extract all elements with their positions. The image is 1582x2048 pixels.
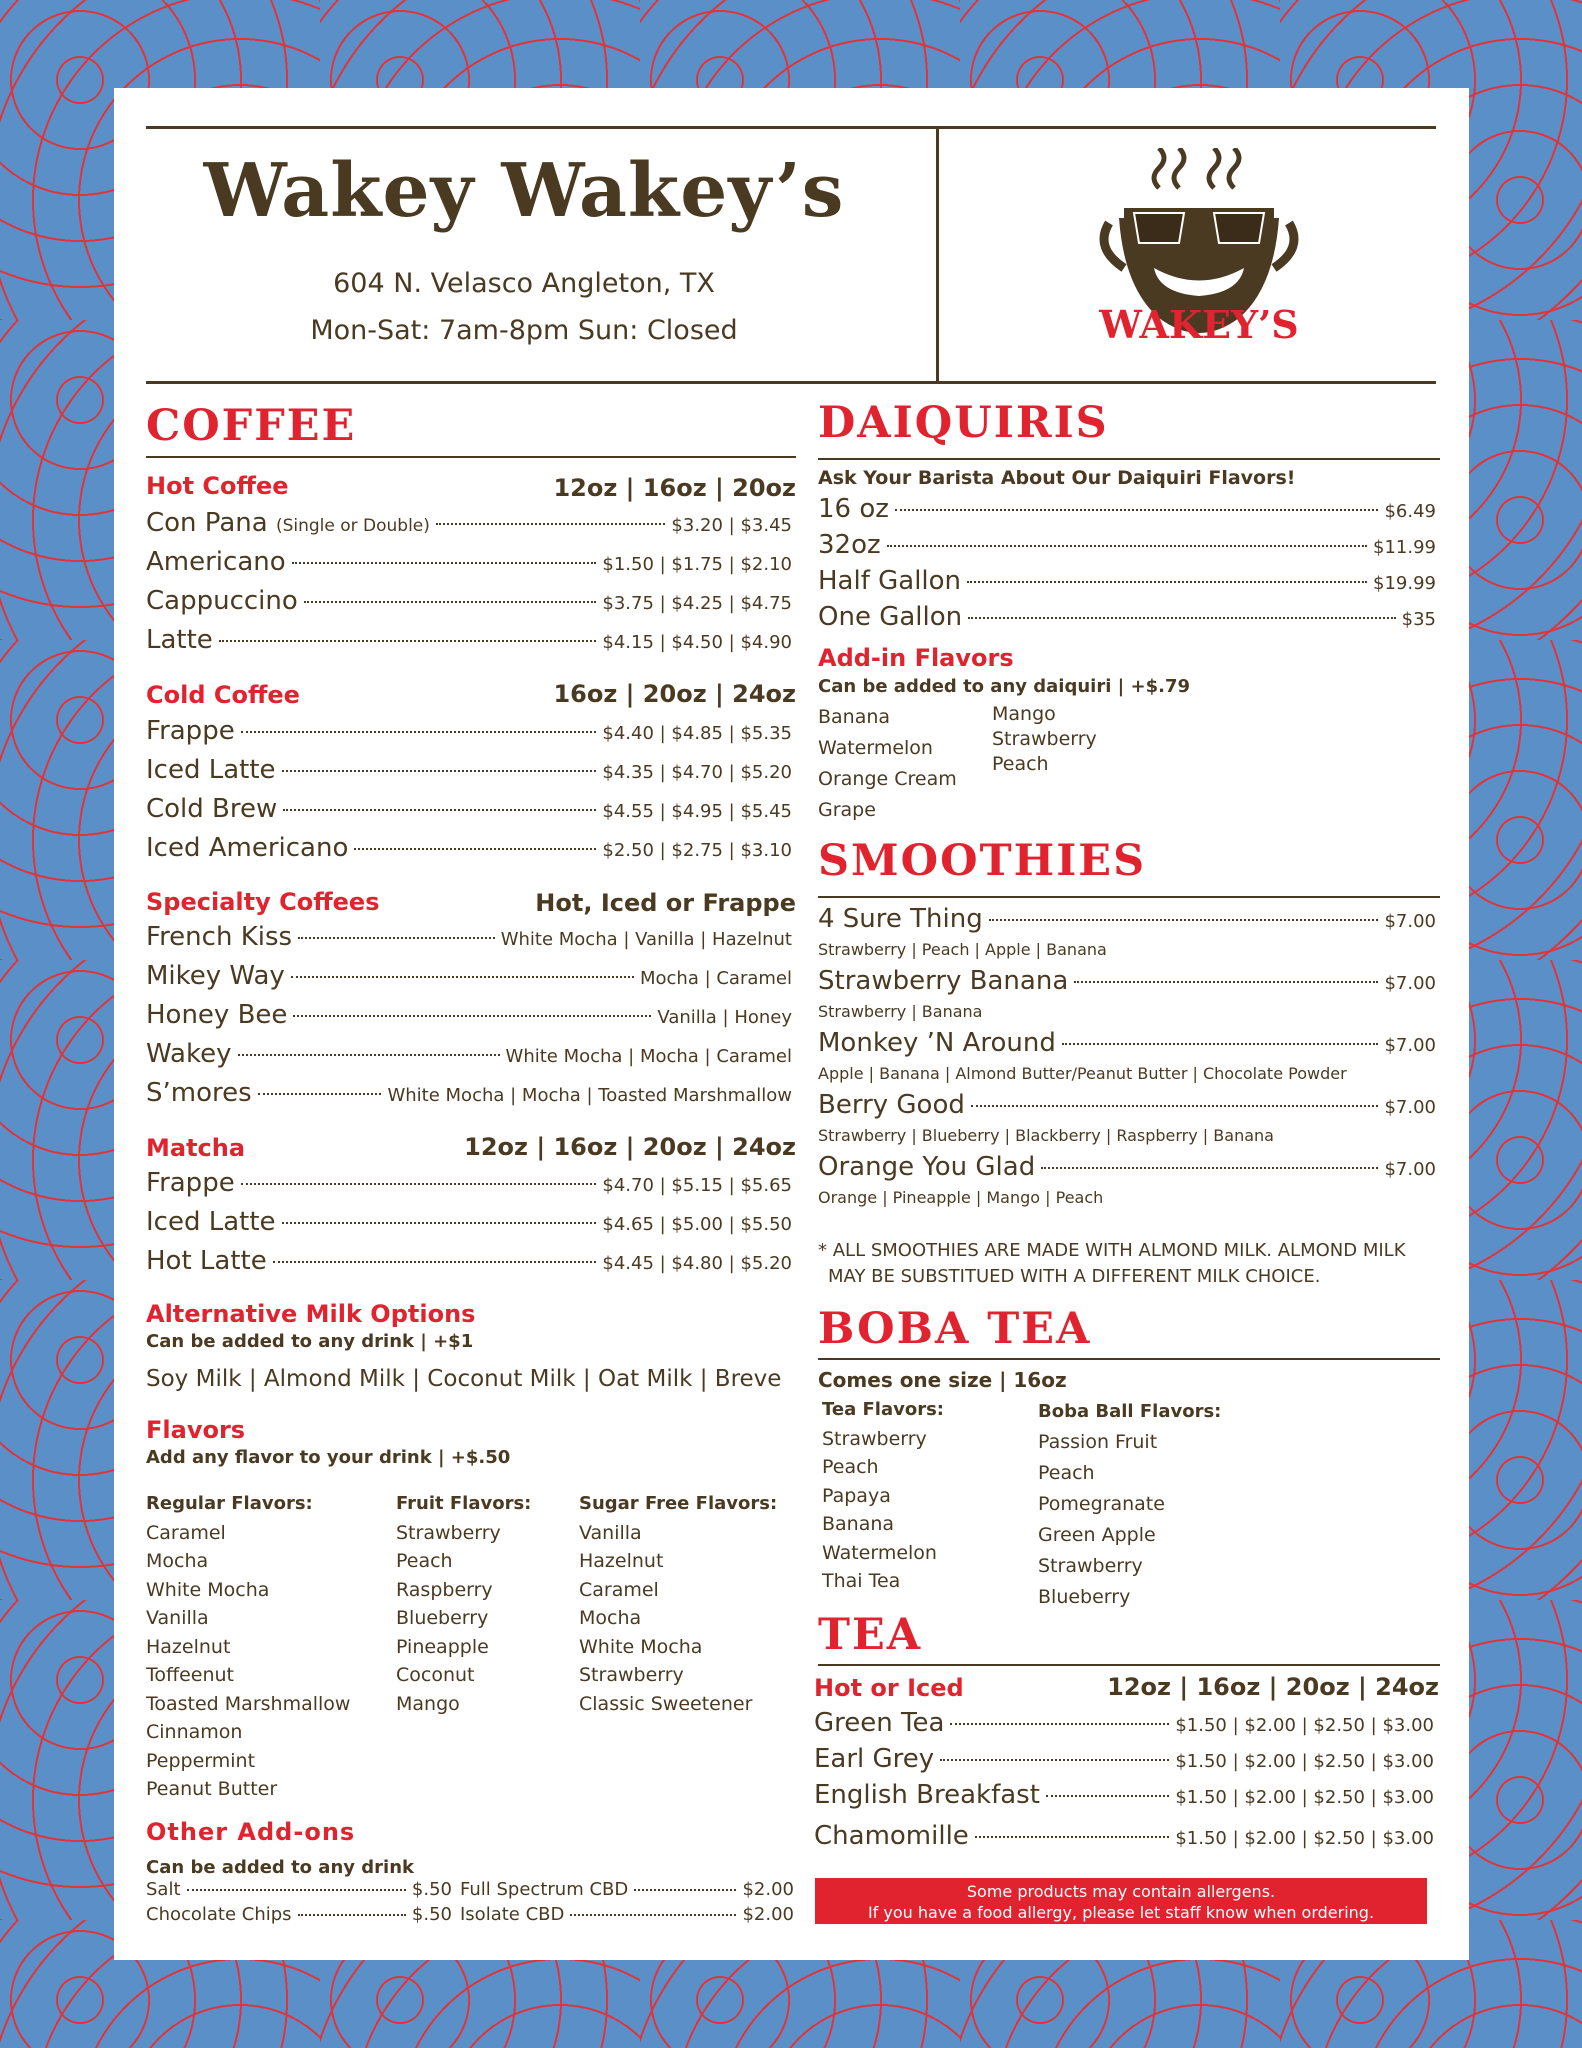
item-desc: Strawberry | Peach | Apple | Banana [818, 940, 1107, 959]
menu-row [814, 1708, 1434, 1738]
menu-row [146, 508, 792, 538]
allergy-line: Some products may contain allergens. [966, 1882, 1276, 1901]
item-price: $1.50 | $2.00 | $2.50 | $3.00 [1175, 1715, 1434, 1736]
list-item: Banana [818, 706, 891, 728]
item-price: $.50 [411, 1904, 452, 1925]
specialty-sizes: Hot, Iced or Frappe [535, 889, 796, 917]
menu-row [818, 530, 1436, 560]
item-flavors: Vanilla | Honey [657, 1007, 792, 1028]
item-price: $6.49 [1384, 501, 1436, 522]
item-name: Frappe [146, 1168, 235, 1198]
item-name: English Breakfast [814, 1780, 1040, 1810]
hot-coffee-heading: Hot Coffee [146, 472, 289, 500]
list-item: Peach [1038, 1462, 1095, 1484]
list-item: White Mocha [579, 1635, 703, 1658]
list-item: Hazelnut [146, 1635, 231, 1658]
addons-heading: Other Add-ons [146, 1818, 356, 1846]
item-name: 32oz [818, 530, 881, 560]
menu-row [818, 904, 1436, 934]
header-divider [936, 126, 939, 384]
item-price: $.50 [411, 1879, 452, 1900]
item-flavors: White Mocha | Vanilla | Hazelnut [500, 929, 792, 950]
menu-row [146, 1039, 792, 1069]
item-name: Orange You Glad [818, 1152, 1036, 1182]
menu-row [146, 625, 792, 655]
item-price: $3.75 | $4.25 | $4.75 [602, 593, 792, 614]
item-desc: Strawberry | Banana [818, 1002, 983, 1021]
item-price: $4.70 | $5.15 | $5.65 [602, 1175, 792, 1196]
item-price: $11.99 [1373, 537, 1436, 558]
boba-sub: Comes one size | 16oz [818, 1368, 1067, 1392]
menu-row [460, 1879, 794, 1900]
item-price: $4.40 | $4.85 | $5.35 [602, 723, 792, 744]
menu-row [146, 1246, 792, 1276]
header-bottom-rule [146, 381, 1436, 384]
item-price: $7.00 [1384, 1159, 1436, 1180]
list-item: Peach [396, 1550, 453, 1572]
item-name: Hot Latte [146, 1246, 267, 1276]
item-name: Cappuccino [146, 586, 298, 616]
list-item: Strawberry [822, 1427, 927, 1450]
item-desc: Apple | Banana | Almond Butter/Peanut Butter | Chocolate Powder [818, 1064, 1347, 1083]
boba-ball-list [1038, 1396, 1221, 1613]
menu-row [460, 1904, 794, 1925]
list-item: Raspberry [396, 1578, 493, 1601]
item-price: $1.50 | $2.00 | $2.50 | $3.00 [1175, 1828, 1434, 1849]
list-item: Blueberry [396, 1607, 489, 1629]
list-item: Peach [992, 753, 1049, 775]
list-item: White Mocha [146, 1578, 270, 1601]
item-name: S’mores [146, 1078, 252, 1108]
item-name: One Gallon [818, 602, 963, 632]
item-name: Green Tea [814, 1708, 945, 1738]
addin-heading: Add-in Flavors [818, 644, 1014, 672]
menu-row [146, 1000, 792, 1030]
addons-sub: Can be added to any drink [146, 1857, 414, 1878]
sugar-free-flavors-list [579, 1490, 777, 1718]
item-name: Frappe [146, 716, 235, 746]
list-item: Peppermint [146, 1749, 256, 1772]
menu-row [146, 1168, 792, 1198]
addin-sub: Can be added to any daiquiri | +$.79 [818, 676, 1190, 697]
list-item: Hazelnut [579, 1550, 664, 1572]
item-price: $7.00 [1384, 973, 1436, 994]
item-price: $4.65 | $5.00 | $5.50 [602, 1214, 792, 1235]
item-price: $35 [1401, 609, 1436, 630]
menu-row [818, 966, 1436, 996]
menu-row [818, 1028, 1436, 1058]
menu-row [146, 755, 792, 785]
list-item: Caramel [579, 1578, 659, 1601]
item-name: Mikey Way [146, 961, 285, 991]
item-name: Chamomille [814, 1821, 969, 1851]
tea-flavors-list [822, 1396, 944, 1596]
menu-card [114, 88, 1469, 1960]
item-price: $4.45 | $4.80 | $5.20 [602, 1253, 792, 1274]
item-name: 4 Sure Thing [818, 904, 983, 934]
item-name: 16 oz [818, 494, 889, 524]
item-flavors: White Mocha | Mocha | Caramel [505, 1046, 792, 1067]
boba-title: BOBA TEA [818, 1304, 1092, 1354]
item-price: $3.20 | $3.45 [671, 515, 792, 536]
menu-row [146, 833, 792, 863]
list-item: Cinnamon [146, 1721, 243, 1743]
item-price: $1.50 | $1.75 | $2.10 [602, 554, 792, 575]
shop-address: 604 N. Velasco Angleton, TX [333, 268, 715, 299]
menu-row [146, 547, 792, 577]
menu-row [146, 961, 792, 991]
list-item: Strawberry [396, 1521, 501, 1544]
alt-milk-options: Soy Milk | Almond Milk | Coconut Milk | Oat Milk | Breve [146, 1366, 782, 1392]
item-name: Latte [146, 625, 213, 655]
menu-row [818, 1152, 1436, 1182]
item-price: $2.00 [742, 1904, 794, 1925]
item-flavors: Mocha | Caramel [639, 968, 792, 989]
list-item: Strawberry [579, 1664, 684, 1686]
list-item: Peanut Butter [146, 1778, 278, 1800]
coffee-rule [146, 456, 796, 458]
menu-row [146, 1078, 792, 1108]
daiquiris-sub: Ask Your Barista About Our Daiquiri Flavors! [818, 467, 1296, 489]
shop-title: Wakey Wakey’s [203, 148, 845, 234]
list-item: Watermelon [822, 1541, 937, 1564]
item-price: $19.99 [1373, 573, 1436, 594]
item-price: $7.00 [1384, 1097, 1436, 1118]
list-item: Blueberry [1038, 1586, 1131, 1608]
item-price: $2.50 | $2.75 | $3.10 [602, 840, 792, 861]
list-item: Vanilla [579, 1521, 642, 1544]
coffee-title: COFFEE [146, 401, 357, 451]
list-item: Vanilla [146, 1607, 209, 1629]
tea-title: TEA [818, 1610, 923, 1660]
item-desc: Orange | Pineapple | Mango | Peach [818, 1188, 1104, 1207]
daiquiris-rule [818, 458, 1440, 460]
alt-milk-sub: Can be added to any drink | +$1 [146, 1331, 474, 1352]
item-name: Honey Bee [146, 1000, 288, 1030]
list-item: Orange Cream [818, 768, 957, 790]
menu-row [814, 1744, 1434, 1774]
item-price: $4.55 | $4.95 | $5.45 [602, 801, 792, 822]
list-item: Mango [396, 1692, 460, 1715]
menu-row [818, 1090, 1436, 1120]
list-title: Fruit Flavors: [396, 1493, 532, 1514]
list-item: Pomegranate [1038, 1493, 1165, 1515]
item-name: Americano [146, 547, 286, 577]
item-name: Con Pana (Single or Double) [146, 508, 430, 538]
menu-row [814, 1780, 1434, 1810]
item-name: Iced Americano [146, 833, 349, 863]
item-name: Full Spectrum CBD [460, 1879, 629, 1900]
hot-coffee-sizes: 12oz | 16oz | 20oz [553, 474, 796, 502]
item-price: $4.15 | $4.50 | $4.90 [602, 632, 792, 653]
flavors-sub: Add any flavor to your drink | +$.50 [146, 1447, 511, 1468]
item-name: Isolate CBD [460, 1904, 565, 1925]
item-name: Iced Latte [146, 1207, 276, 1237]
list-title: Sugar Free Flavors: [579, 1493, 778, 1514]
menu-row [818, 602, 1436, 632]
matcha-sizes: 12oz | 16oz | 20oz | 24oz [464, 1133, 796, 1161]
menu-row [818, 566, 1436, 596]
matcha-heading: Matcha [146, 1134, 246, 1162]
flavors-heading: Flavors [146, 1416, 246, 1444]
specialty-heading: Specialty Coffees [146, 888, 380, 916]
alt-milk-heading: Alternative Milk Options [146, 1300, 476, 1328]
menu-row [146, 922, 792, 952]
header-top-rule [146, 126, 1436, 129]
list-title: Regular Flavors: [146, 1493, 313, 1514]
item-name: Berry Good [818, 1090, 965, 1120]
item-name: Wakey [146, 1039, 232, 1069]
fruit-flavors-list [396, 1490, 531, 1718]
item-price: $1.50 | $2.00 | $2.50 | $3.00 [1175, 1787, 1434, 1808]
item-name: Chocolate Chips [146, 1904, 292, 1925]
shop-hours: Mon-Sat: 7am-8pm Sun: Closed [310, 315, 738, 346]
item-name: French Kiss [146, 922, 293, 952]
cold-coffee-heading: Cold Coffee [146, 681, 300, 709]
list-item: Toffeenut [146, 1664, 235, 1686]
regular-flavors-list [146, 1490, 350, 1804]
list-item: Caramel [146, 1521, 226, 1544]
list-item: Papaya [822, 1484, 891, 1507]
list-item: Pineapple [396, 1635, 489, 1658]
list-item: Watermelon [818, 737, 933, 759]
tea-sizes: 12oz | 16oz | 20oz | 24oz [1107, 1673, 1439, 1701]
item-name: Iced Latte [146, 755, 276, 785]
list-item: Mocha [146, 1550, 209, 1572]
menu-row [146, 1207, 792, 1237]
smoothies-note [818, 1238, 1406, 1290]
menu-row [146, 586, 792, 616]
addin-list-2 [992, 702, 1097, 777]
item-name: Strawberry Banana [818, 966, 1069, 996]
item-price: $4.35 | $4.70 | $5.20 [602, 762, 792, 783]
list-item: Grape [818, 799, 876, 821]
tea-rule [818, 1664, 1440, 1666]
item-flavors: White Mocha | Mocha | Toasted Marshmallow [387, 1085, 792, 1106]
boba-rule [818, 1358, 1440, 1360]
item-name: Salt [146, 1879, 181, 1900]
list-item: Thai Tea [822, 1570, 901, 1592]
menu-row [146, 716, 792, 746]
daiquiris-title: DAIQUIRIS [818, 398, 1109, 448]
item-price: $1.50 | $2.00 | $2.50 | $3.00 [1175, 1751, 1434, 1772]
menu-row [814, 1821, 1434, 1851]
list-item: Green Apple [1038, 1524, 1156, 1546]
list-item: Strawberry [1038, 1555, 1143, 1577]
item-name: Half Gallon [818, 566, 962, 596]
item-desc: Strawberry | Blueberry | Blackberry | Raspberry | Banana [818, 1126, 1274, 1145]
cold-coffee-sizes: 16oz | 20oz | 24oz [553, 680, 796, 708]
list-item: Mango [992, 703, 1056, 725]
list-title: Boba Ball Flavors: [1038, 1401, 1222, 1422]
smoothies-rule [818, 896, 1440, 898]
item-price: $2.00 [742, 1879, 794, 1900]
item-name: Earl Grey [814, 1744, 935, 1774]
note-line: * ALL SMOOTHIES ARE MADE WITH ALMOND MILK. ALMOND MILK [818, 1240, 1406, 1261]
allergy-banner [815, 1878, 1427, 1924]
list-item: Classic Sweetener [579, 1692, 753, 1715]
allergy-line: If you have a food allergy, please let staff know when ordering. [867, 1903, 1375, 1922]
item-price: $7.00 [1384, 911, 1436, 932]
list-item: Passion Fruit [1038, 1431, 1158, 1453]
list-item: Mocha [579, 1607, 642, 1629]
list-item: Strawberry [992, 728, 1097, 750]
tea-heading: Hot or Iced [814, 1674, 964, 1702]
addin-list-1 [818, 702, 957, 826]
item-name: Cold Brew [146, 794, 278, 824]
note-line: MAY BE SUBSTITUED WITH A DIFFERENT MILK CHOICE. [828, 1266, 1321, 1287]
smoothies-title: SMOOTHIES [818, 836, 1147, 886]
coffee-mascot-logo [1099, 148, 1299, 368]
list-title: Tea Flavors: [822, 1399, 945, 1420]
list-item: Coconut [396, 1664, 475, 1686]
item-name: Monkey ’N Around [818, 1028, 1056, 1058]
menu-row [146, 1904, 452, 1925]
item-price: $7.00 [1384, 1035, 1436, 1056]
list-item: Peach [822, 1456, 879, 1478]
menu-row [818, 494, 1436, 524]
logo-text: WAKEY’S [1099, 302, 1299, 347]
list-item: Banana [822, 1513, 895, 1535]
menu-row [146, 1879, 452, 1900]
list-item: Toasted Marshmallow [146, 1692, 351, 1715]
menu-row [146, 794, 792, 824]
